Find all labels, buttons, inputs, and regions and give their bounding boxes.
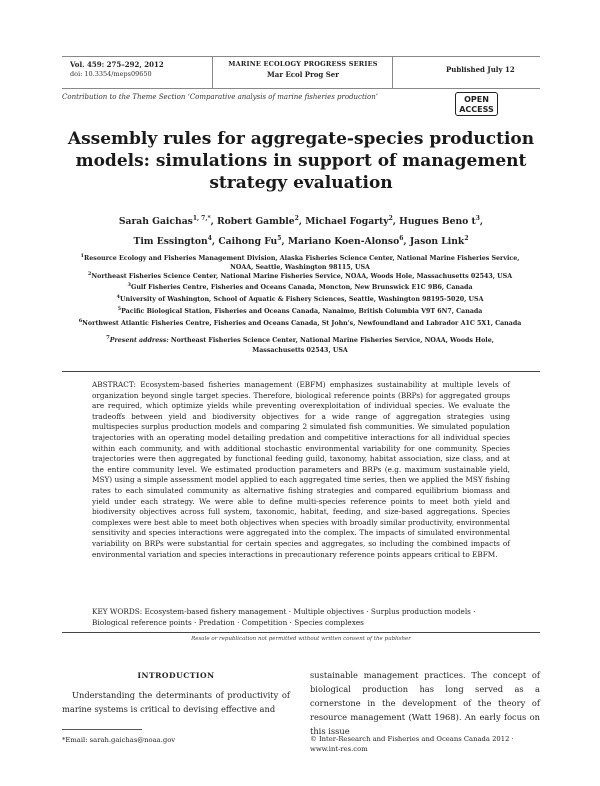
author-name: Robert Gamble (217, 216, 295, 228)
journal-name: MARINE ECOLOGY PROGRESS SERIES (228, 60, 378, 68)
body-text-col2: sustainable management practices. The concept of biological production has long served as a cornerstone in the development of the theory of resource management (Watt 1968). An early focus on this issue (310, 670, 540, 736)
resale-notice: Resale or republication not permitted without written consent of the publisher (191, 636, 411, 642)
open-access-logo: OPEN ACCESS (455, 92, 498, 116)
article-title: Assembly rules for aggregate-species production models: simulations in support of management strategy evaluation (67, 129, 535, 193)
affiliation: $^2$Northeast Fisheries Science Center, National Marine Fisheries Service, NOAA, Woods Hole, Massachusetts 02543, USA (87, 271, 513, 281)
volume-info: Vol. 459: 275–292, 2012 (70, 60, 164, 69)
affiliation: $^6$Northwest Atlantic Fisheries Centre, Fisheries and Oceans Canada, St John's, Newfoundland and Labrador A1C 5X1, Canada (78, 318, 522, 328)
published-date: Published July 12 (446, 65, 515, 74)
keywords: KEY WORDS: Ecosystem-based fishery management · Multiple objectives · Surplus production models · Biological reference points · Predation · Competition · Species complexes (92, 607, 476, 627)
abstract: ABSTRACT: Ecosystem-based fisheries management (EBFM) emphasizes sustainability at multiple levels of organization beyond single target species. Therefore, biological reference points (BRPs) for aggregated groups are required, which optimize yields while preventing overexploitation of individual species. We evaluate the tradeoffs between yield and biodiversity objectives for a wide range of aggregation strategies using multispecies surplus production models and comparing 2 simulated fish communities. We simulated population trajectories with an operating model detailing predation and competitive interactions for all individual species within each community, and with additional stochastic environmental variability for one community. Species trajectories were then aggregated by functional feeding guild, taxonomy, habitat association, size class, and at the entire community level. We estimated production parameters and BRPs (e.g. maximum sustainable yield, MSY) using a simple assessment model applied to each aggregated time series, then we applied the MSY fishing rates to each simulated community as alternative fishing strategies and compared equilibrium biomass and yield under each strategy. We were able to define multi-species reference points to meet both yield and biodiversity objectives across full system, taxonomic, habitat, feeding, and size-based aggregations. Species complexes were best able to meet both objectives when species with broadly similar productivity, environmental sensitivity and species interactions were aggregated into the complex. The impacts of simulated environmental variability on BRPs were substantial for certain species and aggregates, so including the combined impacts of environmental variation and species interactions in precautionary reference points appears critical to EBFM. (92, 380, 510, 559)
affiliation: $^4$University of Washington, School of Aquatic & Fishery Sciences, Seattle, Washington 98195-5020, USA (116, 294, 484, 304)
divider (62, 371, 540, 372)
author-name: Michael Fogarty (305, 216, 389, 228)
affiliation: $^3$Gulf Fisheries Centre, Fisheries and Oceans Canada, Moncton, New Brunswick E1C 9B6, Canada (127, 282, 473, 292)
copyright-notice: © Inter-Research and Fisheries and Oceans Canada 2012 · www.int-res.com (310, 735, 514, 753)
author-line-1: Sarah Gaichas$^{1, 7,*}$, Robert Gamble$^2$, Michael Fogarty$^2$, Hugues Beno $t^3$, (118, 215, 484, 228)
header-divider (212, 57, 213, 88)
affiliation: $^1$Resource Ecology and Fisheries Management Division, Alaska Fisheries Science Center, National Marine Fisheries Service, NOAA, Seattle, Washington 98115, USA (80, 253, 520, 272)
body-text-col1: Understanding the determinants of productivity of marine systems is critical to devising effective and (62, 690, 290, 714)
section-heading: INTRODUCTION (137, 671, 215, 680)
author-name: Hugues Beno t (399, 216, 476, 228)
corresponding-mark: * (207, 215, 211, 222)
theme-contribution: Contribution to the Theme Section ‘Comparative analysis of marine fisheries production’ (62, 93, 378, 101)
affiliation: $^5$Pacific Biological Station, Fisheries and Oceans Canada, Nanaimo, British Columbia V9T 6N7, Canada (117, 306, 483, 316)
author-list (62, 210, 540, 250)
author-name: Jason Link (409, 236, 465, 248)
present-address: $^7$Present address: Northeast Fisheries Science Center, National Marine Fisheries Service, NOAA, Woods Hole, Massachusetts 02543, USA (106, 335, 494, 355)
author-name: Mariano Koen-Alonso (287, 236, 400, 248)
author-line-2: Tim Essington$^4$, Caihong Fu$^5$, Mariano Koen-Alonso$^6$, Jason Link$^2$ (133, 235, 469, 248)
divider (62, 632, 540, 633)
footnote-email[interactable]: *Email: sarah.gaichas@noaa.gov (62, 736, 176, 744)
journal-header (62, 56, 540, 89)
footnote-divider (62, 729, 142, 730)
header-divider (392, 57, 393, 88)
author-name: Tim Essington (133, 236, 208, 248)
author-name: Caihong Fu (218, 236, 278, 248)
author-name: Sarah Gaichas (118, 216, 193, 228)
journal-abbrev: Mar Ecol Prog Ser (267, 70, 339, 79)
doi-link[interactable]: doi: 10.3354/meps09650 (70, 70, 152, 78)
